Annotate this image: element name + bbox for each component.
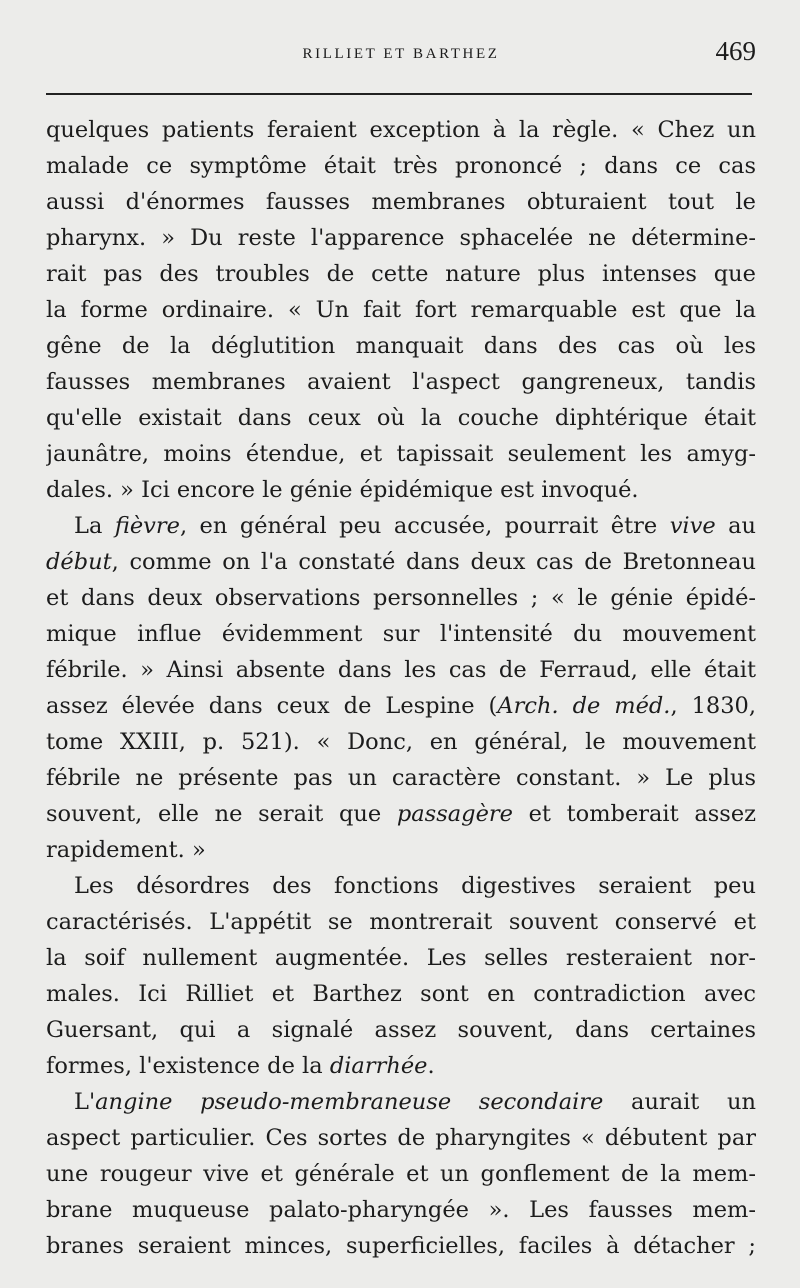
text-run: , 1830, [670,693,756,719]
text-run: fébrile ne présente pas un caractère constant. » Le plus [46,765,756,791]
text-run: jaunâtre, moins étendue, et tapissait seulement les amyg- [46,441,756,467]
text-run: aspect particulier. Ces sortes de pharyngites « débutent par [46,1125,756,1151]
text-line [46,328,756,364]
body-text [46,112,756,1264]
text-line [46,400,756,436]
text-run: rapidement. » [46,837,206,863]
text-run: La [74,513,115,539]
page-number: 469 [715,36,756,66]
text-line [46,508,756,544]
text-line [46,472,756,508]
text-run: caractérisés. L'appétit se montrerait souvent conservé et [46,909,756,935]
text-run: et tomberait assez [512,801,756,827]
text-run: Guersant, qui a signalé assez souvent, dans certaines [46,1017,756,1043]
text-run: males. Ici Rilliet et Barthez sont en contradiction avec [46,981,756,1007]
text-run: souvent, elle ne serait que [46,801,397,827]
text-line [46,688,756,724]
text-line [46,112,756,148]
text-line [46,868,756,904]
text-run: dales. » Ici encore le génie épidémique est invoqué. [46,477,639,503]
text-run: , en général peu accusée, pourrait être [179,513,670,539]
text-run: aussi d'énormes fausses membranes obturaient tout le [46,189,756,215]
text-run: aurait un [603,1089,756,1115]
italic-text: passagère [396,801,513,827]
text-line [46,724,756,760]
text-line [46,1048,756,1084]
italic-text: vive [669,513,716,539]
text-run: Les désordres des fonctions digestives seraient peu [74,873,756,899]
text-run: gêne de la déglutition manquait dans des cas où les [46,333,756,359]
text-run: assez élevée dans ceux de Lespine ( [46,693,498,719]
paragraph [46,508,756,868]
text-run: au [715,513,756,539]
text-run: quelques patients feraient exception à la règle. « Chez un [46,117,756,143]
text-line [46,1120,756,1156]
text-run: et dans deux observations personnelles ; « le génie épidé- [46,585,756,611]
text-run: formes, l'existence de la [46,1053,330,1079]
text-line [46,976,756,1012]
text-line [46,904,756,940]
italic-text: diarrhée [329,1053,428,1079]
text-line [46,940,756,976]
italic-text: angine pseudo-membraneuse secondaire [95,1089,604,1115]
text-run: la forme ordinaire. « Un fait fort remarquable est que la [46,297,756,323]
text-run: la soif nullement augmentée. Les selles resteraient nor- [46,945,756,971]
paragraph [46,112,756,508]
text-line [46,1012,756,1048]
italic-text: Arch. de méd. [497,693,671,719]
text-run: qu'elle existait dans ceux où la couche diphtérique était [46,405,756,431]
text-line [46,796,756,832]
text-line [46,1228,756,1264]
text-run: brane muqueuse palato-pharyngée ». Les fausses mem- [46,1197,756,1223]
text-line [46,256,756,292]
header-rule [46,93,752,95]
text-run: mique influe évidemment sur l'intensité du mouvement [46,621,756,647]
text-line [46,544,756,580]
text-line [46,436,756,472]
text-line [46,364,756,400]
text-run: rait pas des troubles de cette nature plus intenses que [46,261,756,287]
italic-text: fièvre [114,513,180,539]
text-run: fébrile. » Ainsi absente dans les cas de Ferraud, elle était [46,657,756,683]
text-run: L' [74,1089,96,1115]
text-run: pharynx. » Du reste l'apparence sphacelée ne détermine- [46,225,756,251]
italic-text: début [46,549,112,575]
text-run: une rougeur vive et générale et un gonflement de la mem- [46,1161,756,1187]
text-line [46,220,756,256]
text-line [46,616,756,652]
text-line [46,1192,756,1228]
text-run: fausses membranes avaient l'aspect gangreneux, tandis [46,369,756,395]
text-line [46,1156,756,1192]
running-head: RILLIET ET BARTHEZ [302,46,500,62]
text-run: , comme on l'a constaté dans deux cas de Bretonneau [111,549,756,575]
text-line [46,760,756,796]
page-header [46,34,756,74]
text-run: branes seraient minces, superficielles, faciles à détacher ; [46,1233,756,1259]
text-line [46,832,756,868]
text-line [46,652,756,688]
text-run: malade ce symptôme était très prononcé ; dans ce cas [46,153,756,179]
text-line [46,580,756,616]
text-line [46,148,756,184]
text-line [46,184,756,220]
paragraph [46,868,756,1084]
text-line [46,292,756,328]
text-run: tome XXIII, p. 521). « Donc, en général, le mouvement [46,729,756,755]
text-run: . [427,1053,435,1079]
paragraph [46,1084,756,1264]
text-line [46,1084,756,1120]
